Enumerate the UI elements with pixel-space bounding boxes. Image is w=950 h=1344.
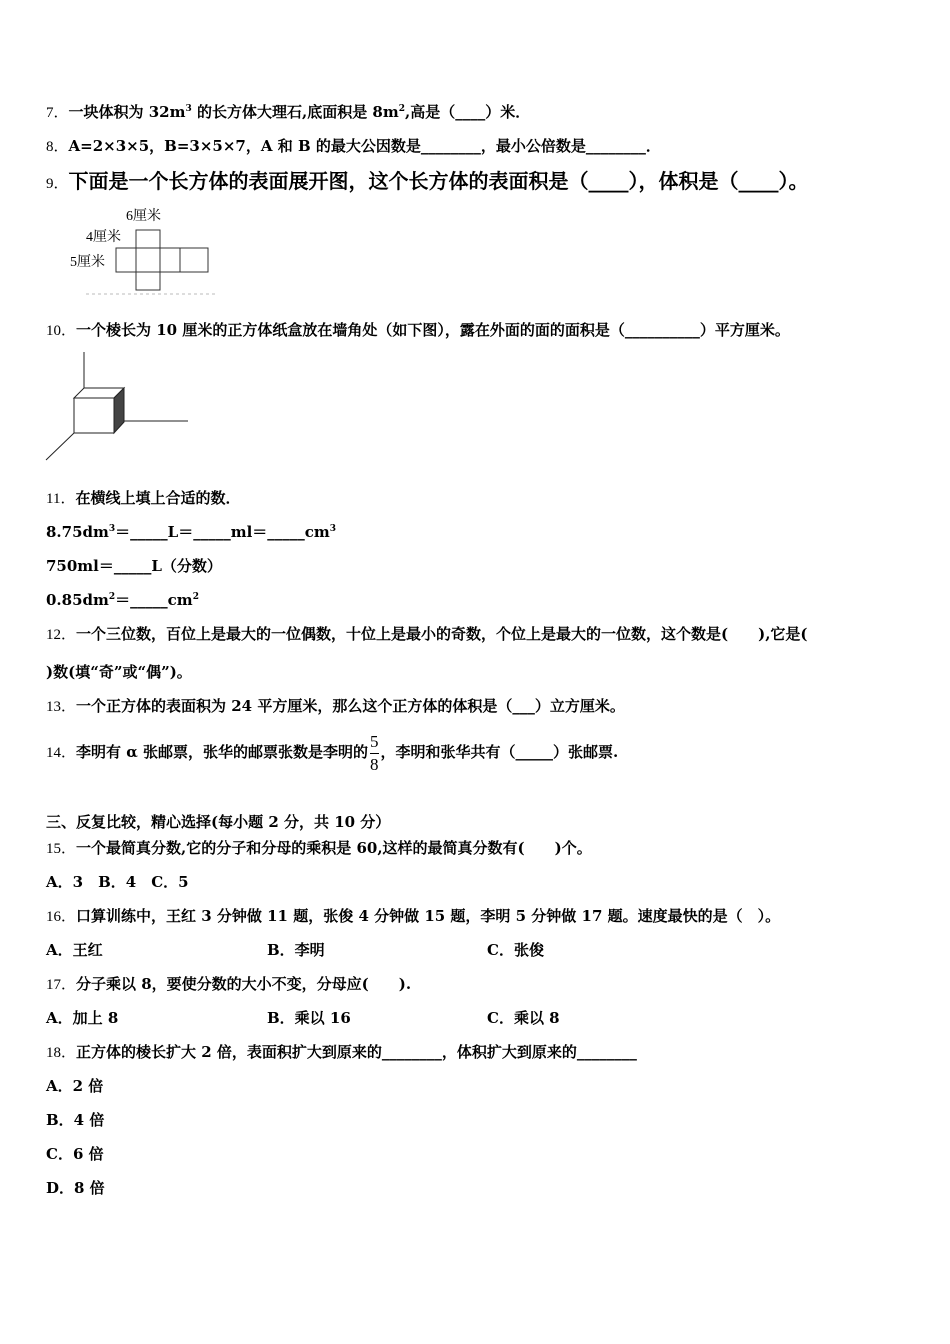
question-number: 18． <box>46 1045 77 1061</box>
question-text: 正方体的棱长扩大 2 倍，表面积扩大到原来的________，体积扩大到原来的________ <box>76 1043 637 1061</box>
option-c: C．6 倍 <box>46 1145 104 1163</box>
question-text: 口算训练中，王红 3 分钟做 11 题，张俊 4 分钟做 15 题，李明 5 分钟做 17 题。速度最快的是（ ）。 <box>76 907 781 925</box>
question-7 <box>46 102 530 123</box>
question-number: 9． <box>46 176 69 192</box>
question-text: 一个正方体的表面积为 24 平方厘米，那么这个正方体的体积是（___）立方厘米。 <box>76 697 625 715</box>
option-c: C．乘以 8 <box>487 1009 560 1027</box>
option-b: B．李明 <box>267 941 325 959</box>
question-text: 一块体积为 32m <box>68 103 186 121</box>
question-8 <box>46 136 661 157</box>
question-16 <box>46 906 780 927</box>
options: A．3 B．4 C．5 <box>46 873 189 891</box>
question-number: 12． <box>46 627 77 643</box>
question-number: 13． <box>46 699 77 715</box>
question-12-line-2 <box>46 662 192 682</box>
question-10 <box>46 320 790 341</box>
label-6cm: 6厘米 <box>126 209 161 224</box>
fraction-numerator: 5 <box>370 731 379 751</box>
question-number: 10． <box>46 323 77 339</box>
option-b: B．4 倍 <box>46 1111 105 1129</box>
option-a: A．王红 <box>46 941 103 959</box>
question-number: 16． <box>46 909 77 925</box>
question-18-option-b <box>46 1110 104 1130</box>
q11-line-3 <box>46 590 199 610</box>
option-d: D．8 倍 <box>46 1179 105 1197</box>
text: ＝_____cm <box>115 591 193 609</box>
question-text: )数(填“奇”或“偶”)。 <box>46 663 192 681</box>
question-text: 下面是一个长方体的表面展开图，这个长方体的表面积是（____），体积是（____）。 <box>68 169 809 193</box>
question-9 <box>46 168 809 197</box>
question-number: 15． <box>46 841 77 857</box>
question-number: 14． <box>46 745 77 761</box>
question-number: 7． <box>46 105 69 121</box>
label-4cm: 4厘米 <box>86 230 121 245</box>
question-18-option-d <box>46 1178 105 1198</box>
question-text: A=2×3×5，B=3×5×7，A 和 B 的最大公因数是________，最小公倍数是________． <box>68 137 661 155</box>
question-number: 17． <box>46 977 77 993</box>
question-15 <box>46 838 592 859</box>
question-15-options <box>46 872 189 892</box>
label-5cm: 5厘米 <box>70 255 105 270</box>
section-3-title <box>46 812 390 832</box>
superscript: 2 <box>398 104 405 114</box>
question-number: 8． <box>46 139 69 155</box>
question-text: 一个棱长为 10 厘米的正方体纸盒放在墙角处（如下图），露在外面的面的面积是（__________）平方厘米。 <box>76 321 790 339</box>
question-text: 分子乘以 8，要使分数的大小不变，分母应( ). <box>76 975 412 993</box>
text: 0.85dm <box>46 591 109 609</box>
question-18-option-c <box>46 1144 104 1164</box>
question-13 <box>46 696 625 717</box>
option-c: C．张俊 <box>487 941 544 959</box>
fraction <box>370 732 379 775</box>
text: 8.75dm <box>46 523 109 541</box>
superscript: 2 <box>108 592 116 602</box>
option-a: A．2 倍 <box>46 1077 104 1095</box>
section-title: 三、反复比较，精心选择(每小题 2 分，共 10 分） <box>46 813 391 831</box>
cube-in-corner-figure <box>44 348 194 464</box>
question-18 <box>46 1042 637 1063</box>
fraction-denominator: 8 <box>370 754 379 774</box>
question-14 <box>46 730 618 775</box>
question-12 <box>46 624 808 645</box>
question-text: 一个最简真分数,它的分子和分母的乘积是 60,这样的最简真分数有( )个。 <box>76 839 592 857</box>
superscript: 3 <box>185 104 192 114</box>
fraction-bar <box>370 753 379 754</box>
text: ＝_____L＝_____ml＝_____cm <box>115 523 330 541</box>
question-text: 一个三位数，百位上是最大的一位偶数，十位上是最小的奇数，个位上是最大的一位数，这个数是( ),它是( <box>76 625 808 643</box>
question-text: ,高是（____）米． <box>405 103 531 121</box>
option-a: A．加上 8 <box>46 1009 119 1027</box>
question-text: 李明有 α 张邮票，张华的邮票张数是李明的 <box>76 743 369 761</box>
q11-line-1 <box>46 522 336 542</box>
q11-line-2 <box>46 556 222 576</box>
question-text: ，李明和张华共有（_____）张邮票. <box>380 743 619 761</box>
text: 750ml＝_____L（分数） <box>46 557 222 575</box>
superscript: 3 <box>108 524 116 534</box>
question-number: 11． <box>46 491 76 507</box>
question-18-option-a <box>46 1076 103 1096</box>
option-b: B．乘以 16 <box>267 1009 351 1027</box>
question-11 <box>46 488 240 509</box>
superscript: 2 <box>192 592 199 602</box>
question-text: 的长方体大理石,底面积是 8m <box>191 103 399 121</box>
question-17 <box>46 974 411 995</box>
superscript: 3 <box>329 524 337 534</box>
question-text: 在横线上填上合适的数． <box>75 489 241 507</box>
box-net-figure <box>66 204 226 296</box>
